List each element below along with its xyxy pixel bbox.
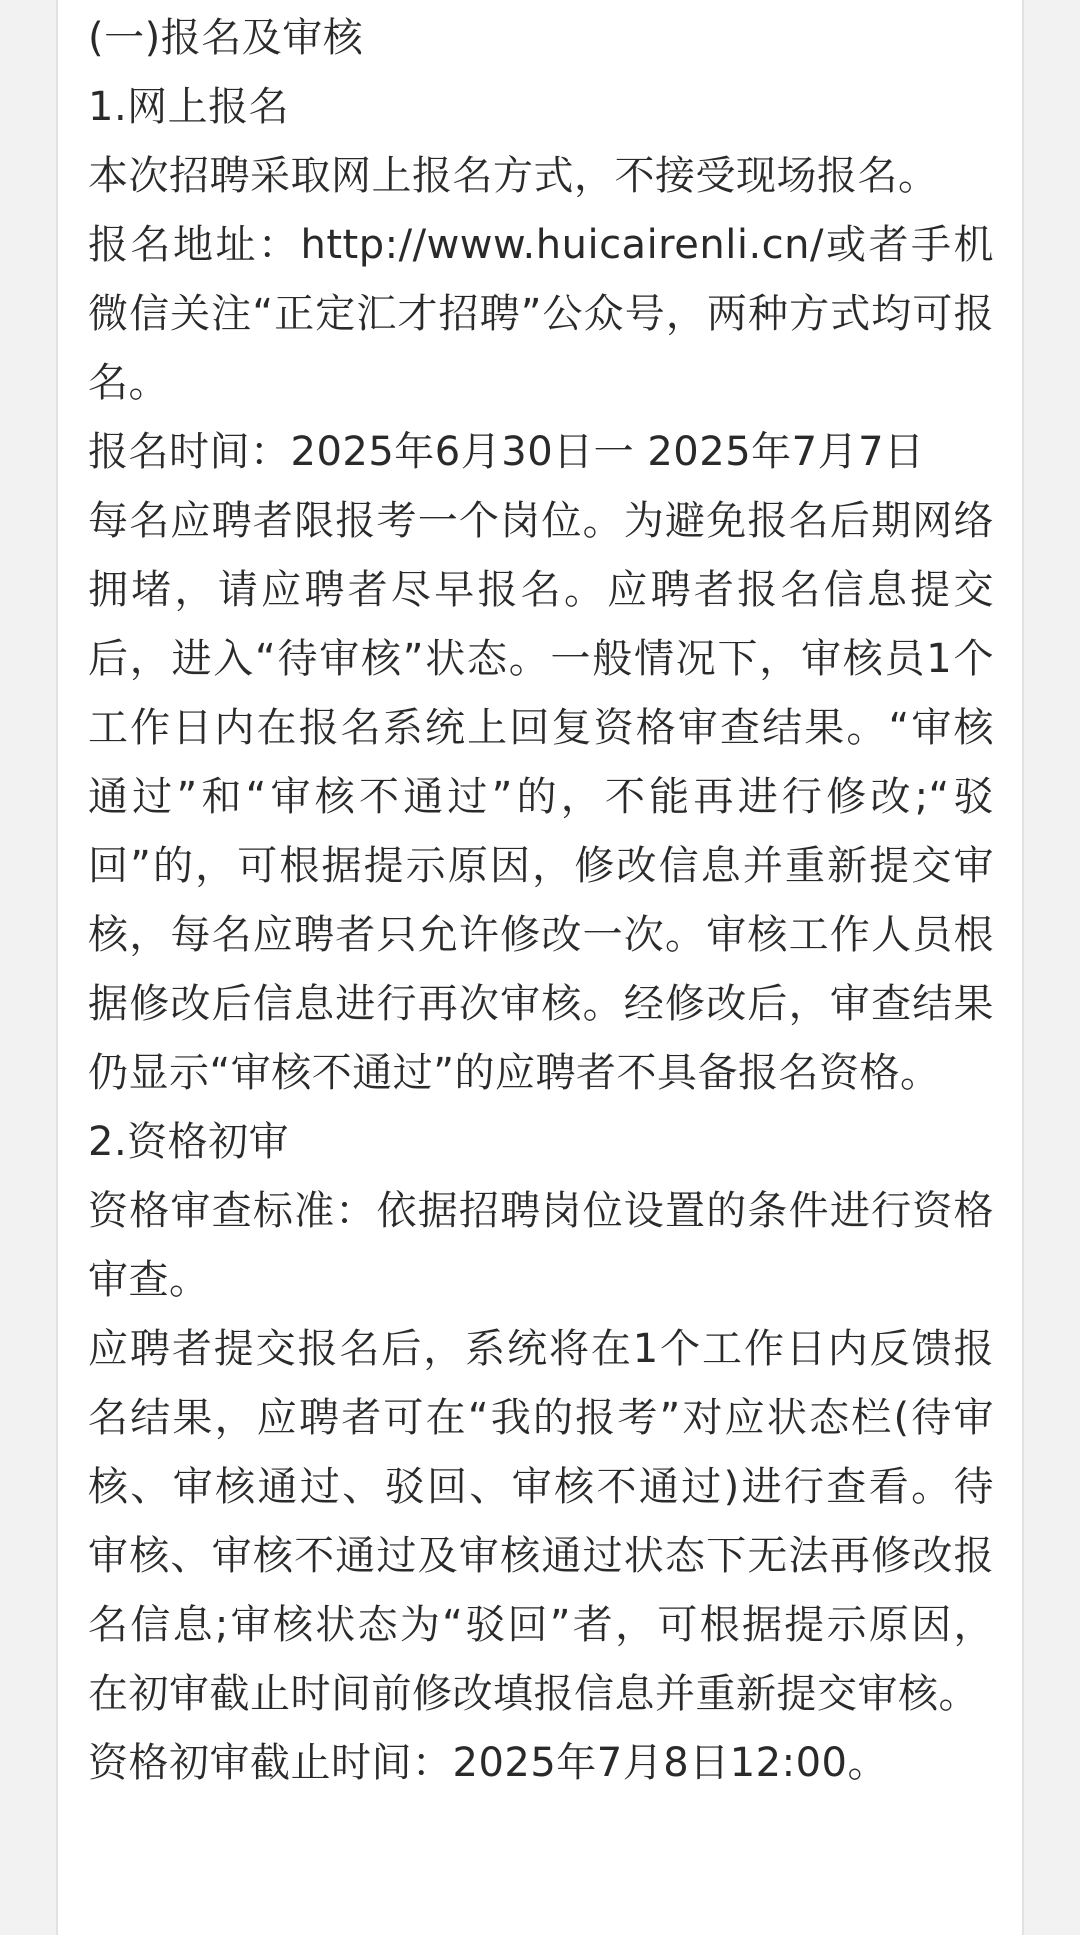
- section-title: (一)报名及审核: [88, 15, 364, 61]
- paragraph-registration-method: 本次招聘采取网上报名方式，不接受现场报名。: [88, 153, 939, 199]
- paragraph-registration-time: 报名时间：2025年6月30日一 2025年7月7日: [88, 429, 925, 475]
- paragraph-registration-rules: 每名应聘者限报考一个岗位。为避免报名后期网络拥堵，请应聘者尽早报名。应聘者报名信息提交后，进入“待审核”状态。一般情况下，审核员1个工作日内在报名系统上回复资格审查结果。“审核通过”和“审核不通过”的，不能再进行修改;“驳回”的，可根据提示原因，修改信息并重新提交审核，每名应聘者只允许修改一次。审核工作人员根据修改后信息进行再次审核。经修改后，审查结果仍显示“审核不通过”的应聘者不具备报名资格。: [88, 498, 994, 1096]
- subsection-title-online-registration: 1.网上报名: [88, 84, 290, 130]
- subsection-title-qualification-review: 2.资格初审: [88, 1119, 290, 1165]
- document-page: [56, 0, 1024, 1935]
- paragraph-review-standard: 资格审查标准：依据招聘岗位设置的条件进行资格审查。: [88, 1188, 994, 1303]
- paragraph-review-feedback: 应聘者提交报名后，系统将在1个工作日内反馈报名结果，应聘者可在“我的报考”对应状态栏(待审核、审核通过、驳回、审核不通过)进行查看。待审核、审核不通过及审核通过状态下无法再修改报名信息;审核状态为“驳回”者，可根据提示原因，在初审截止时间前修改填报信息并重新提交审核。: [88, 1326, 994, 1717]
- document-content: [88, 4, 994, 1798]
- paragraph-registration-address: 报名地址：http://www.huicairenli.cn/或者手机微信关注“正定汇才招聘”公众号，两种方式均可报名。: [88, 222, 994, 406]
- paragraph-review-deadline: 资格初审截止时间：2025年7月8日12:00。: [88, 1740, 888, 1786]
